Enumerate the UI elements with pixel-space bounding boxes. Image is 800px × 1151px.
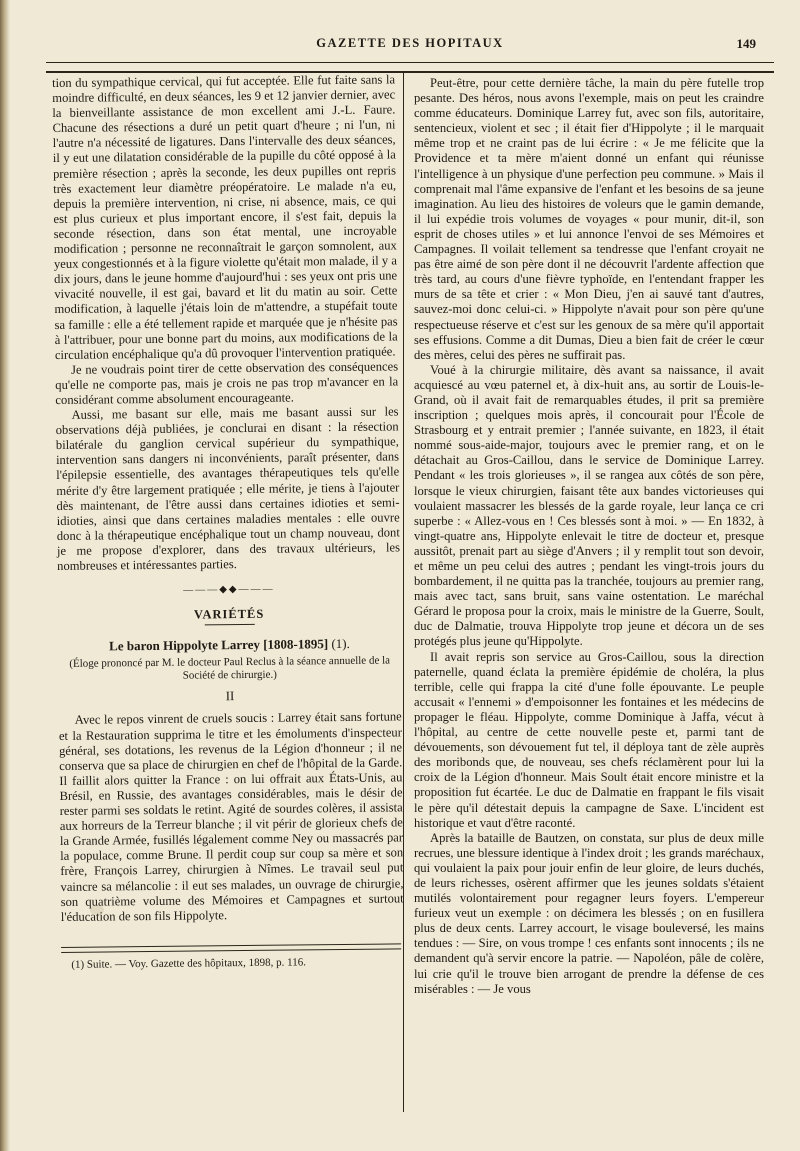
- paragraph: Je ne voudrais point tirer de cette observation des conséquences qu'elle ne comporte pas, mais je crois ne pas trop m'avancer en la considérant comme absolument encourageante.: [55, 359, 399, 407]
- paragraph: Il avait repris son service au Gros-Caillou, sous la direction paternelle, quand éclata la première épidémie de choléra, la plus terrible, celle qui frappa la cité d'une folle épouvante. Le peuple accusait « l'ennemi » d'empoisonner les fontaines et les médecins de propager le fléau. Hippolyte, comme Dominique à Jaffa, vécut à l'hôpital, au centre de cette nouvelle peste et, parmi tant de dévouements, son dévouement fut tel, il déploya tant de zèle auprès des moribonds que, de nouveau, ses chefs réclamèrent pour lui la croix de la Légion d'honneur. Mais Soult était encore ministre et la proposition fut écartée. Le duc de Dalmatie en frappant le fils visait le père qu'il détestait depuis la campagne de Saxe. L'incident est historique et vaut d'être raconté.: [414, 649, 764, 830]
- article-title-text: Le baron Hippolyte Larrey [1808-1895]: [109, 636, 329, 654]
- right-column: [414, 76, 764, 997]
- chapter-number: II: [225, 688, 235, 704]
- left-column: [52, 72, 404, 971]
- paragraph: Voué à la chirurgie militaire, dès avant sa naissance, il avait acquiescé au vœu paternel et, à dix-huit ans, au sortir de Louis-le-Grand, où il avait fait de remarquables études, il prit sa première inscription ; quelques mois après, il concourait pour l'École de Strasbourg et y entrait premier ; l'année suivante, en 1823, il était nommé sous-aide-major, toujours avec le premier rang, et on le détachait au Gros-Caillou, dans le service de Dominique Larrey. Pendant « les trois glorieuses », il se rangea aux côtés de son père, lorsque le vieux chirurgien, faisant tête aux bandes victorieuses qui voulaient massacrer les blessés de la garde royale, leur lança ce cri superbe : « Allez-vous en ! Ces blessés sont à moi. » — En 1832, à vingt-quatre ans, Hippolyte enlevait le titre de docteur et, presque aussitôt, prenait part au siège d'Anvers ; il y remplit tout son devoir, et même un peu celui des autres ; pendant les vingt-trois jours du bombardement, il ne quitta pas la tranchée, toujours au premier rang, mais avec tact, sans bruit, sans vaine ostentation. Le maréchal Gérard le proposa pour la croix, mais le ministre de la Guerre, Soult, duc de Dalmatie, trouva Hippolyte trop jeune et décora un de ses protégés plus jeune qu'Hippolyte.: [414, 362, 764, 649]
- article-title: [58, 636, 401, 655]
- running-title: GAZETTE DES HOPITAUX: [316, 36, 504, 50]
- running-head: [50, 36, 770, 56]
- footnote-rule: [61, 948, 401, 953]
- paragraph: tion du sympathique cervical, qui fut acceptée. Elle fut faite sans la moindre difficulté, en deux séances, les 9 et 12 janvier dernier, avec la bienveillante assistance de mon excellent ami J.-L. Faure. Chacune des résections a duré un petit quart d'heure ; ni l'un, ni l'autre n'a nécessité de ligatures. Dans l'intervalle des deux séances, il y eut une dilatation considérable de la pupille du côté opposé à la première résection ; après la seconde, les deux pupilles ont repris très exactement leur diamètre préopératoire. Le malade n'a eu, depuis la première intervention, ni crise, ni absence, mais, ce qui est plus curieux et plus important encore, il s'est fait, depuis la seconde résection, dans son état mental, une incroyable modification ; personne ne reconnaîtrait le garçon somnolent, aux yeux congestionnés et à la figure violette qu'était mon malade, il y a dix jours, dans le jeune homme d'aujourd'hui : ses yeux ont pris une vivacité nouvelle, il est gai, bavard et lit du matin au soir. Cette modification, à laquelle j'étais loin de m'attendre, a stupéfait toute sa famille : elle a été tellement rapide et marquée que je n'hésite pas à l'attribuer, pour une bonne part du moins, aux modifications de la circulation encéphalique qu'a dû provoquer l'intervention pratiquée.: [52, 72, 398, 362]
- section-title: VARIÉTÉS: [193, 606, 265, 622]
- paragraph: Avec le repos vinrent de cruels soucis : Larrey était sans fortune et la Restauration supprima le titre et les émoluments d'inspecteur général, ses dotations, les revenus de la Légion d'honneur ; il ne conserva que sa place de chirurgien en chef de l'hôpital de la Garde. Il faillit alors quitter la France : on lui offrait aux États-Unis, au Brésil, en Russie, des avantages considérables, mais le désir de rester parmi ses soldats le retint. Agité de sourdes colères, il assista aux horreurs de la Terreur blanche ; il vit périr de glorieux chefs de la Grande Armée, fusillés légalement comme Ney ou massacrés par la populace, comme Brune. Il perdit coup sur coup sa mère et son frère, François Larrey, chirurgien à Nîmes. Le travail seul put vaincre sa mélancolie : il eut ses malades, un ouvrage de chirurgie, son quatrième volume des Mémoires et Campagnes et surtout l'éducation de son fils Hippolyte.: [58, 709, 404, 924]
- paragraph: Après la bataille de Bautzen, on constata, sur plus de deux mille recrues, une blessure identique à l'index droit ; les grands maréchaux, qui voulaient la paix pour jouir enfin de leur gloire, de leurs duchés, de leurs richesses, osèrent affirmer que les jeunes soldats s'étaient mutilés volontairement pour regagner leurs foyers. L'empereur furieux veut un exemple : on décimera les blessés ; on en fusillera plus de deux cents. Larrey accourt, le visage bouleversé, les mains tendues : — Sire, on vous trompe ! ces enfants sont innocents ; ils ne demandent qu'à servir encore la patrie. — Napoléon, pâle de colère, lui crie qu'il le trouve bien arrogant de prendre la défense de ces misérables : — Je vous: [414, 830, 764, 996]
- footnote-rule: [61, 943, 401, 948]
- paragraph: Peut-être, pour cette dernière tâche, la main du père futelle trop pesante. Des héros, nous avons l'exemple, mais on peut les craindre comme éducateurs. Dominique Larrey fut, avec son fils, autoritaire, sentencieux, violent et sec ; il était fier d'Hippolyte ; il le marquait même trop et ne craint pas de lui écrire : « Je me félicite que la Providence et ta mère m'aient donné un enfant qui réunisse l'intelligence à un physique d'une perfection peu commune. » Mais il comprenait mal l'âme expansive de l'enfant et les besoins de sa jeune imagination. Au lieu des histoires de voleurs que le gamin demande, il lui expédie trois volumes de voyages « pour munir, dit-il, son esprit de choses utiles » et lui annonce l'envoi de ses Mémoires et Campagnes. Il voilait tellement sa tendresse que l'enfant croyait ne pas être aimé de son père dont il ne découvrit l'ardente affection que très tard, au cours d'une fièvre typhoïde, en l'entendant frapper les murs de sa tête et crier : « Mon Dieu, j'en ai sauvé tant d'autres, sauvez-moi donc celui-ci. » Hippolyte n'avait pour son père qu'une respectueuse réserve et c'est sur les genoux de sa mère qu'il apportait ses effusions. Comme a dit Dumas, Dieu a bien fait de créer le cœur des mères, celui des pères ne suffirait pas.: [414, 76, 764, 362]
- ornament-separator: ———◆◆———: [183, 583, 275, 596]
- article-footnote-ref: (1).: [331, 636, 350, 652]
- header-double-rule: [46, 62, 774, 73]
- paragraph: Aussi, me basant sur elle, mais me basant aussi sur les observations déjà publiées, je conclurai en disant : la résection bilatérale du ganglion cervical supérieur du sympathique, intervention sans dangers ni inconvénients, paraît présenter, dans l'épilepsie essentielle, des avantages thérapeutiques tels qu'elle mérite d'y être largement pratiquée ; elle mérite, je tiens à l'ajouter dès maintenant, de l'être aussi dans certaines idioties et semi-idioties, ainsi que dans certaines maladies mentales : elle ouvre donc à la thérapeutique encéphalique tout un champ nouveau, dont je me propose d'explorer, dans des travaux ultérieurs, les nombreuses et intéressantes parties.: [55, 404, 401, 573]
- article-subtitle: (Éloge prononcé par M. le docteur Paul Reclus à la séance annuelle de la Société de chirurgie.): [69, 654, 391, 683]
- title-rule: [204, 624, 254, 626]
- page-number: 149: [736, 36, 756, 51]
- footnote: (1) Suite. — Voy. Gazette des hôpitaux, 1898, p. 116.: [71, 956, 306, 971]
